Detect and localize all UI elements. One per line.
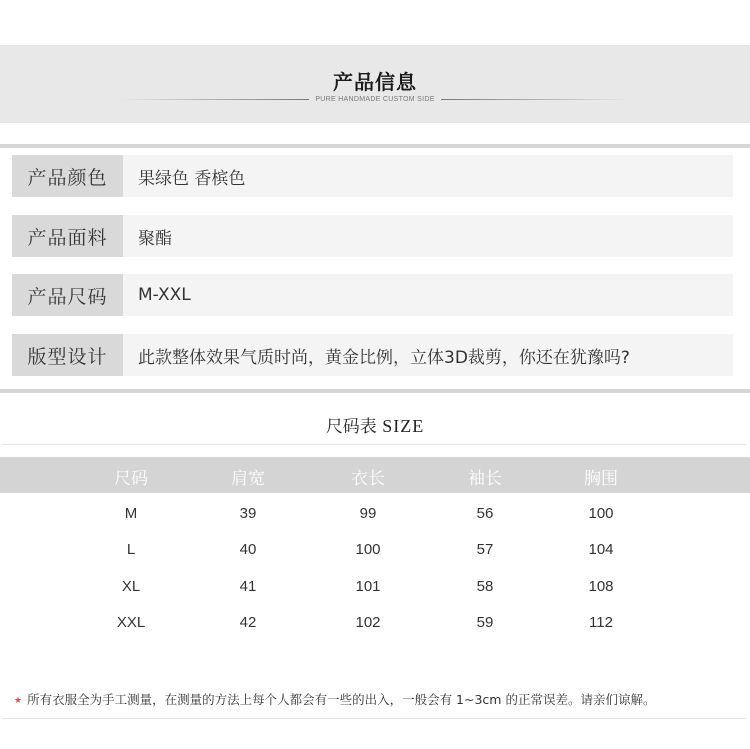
banner-title: 产品信息	[333, 70, 417, 94]
banner-subtitle-row	[120, 93, 630, 105]
info-label: 版型设计	[12, 334, 123, 376]
size-chart-title-en: SIZE	[382, 416, 425, 436]
table-row	[0, 505, 750, 535]
table-row	[0, 541, 750, 571]
section-banner	[0, 45, 750, 123]
info-label: 产品颜色	[12, 155, 123, 197]
star-icon: ★	[14, 696, 23, 706]
info-value: 果绿色 香槟色	[123, 155, 733, 197]
column-header-chest: 胸围	[584, 469, 618, 489]
info-label: 产品面料	[12, 215, 123, 257]
section-divider	[0, 389, 750, 393]
info-row-fabric	[12, 215, 733, 257]
cell-shoulder: 40	[239, 541, 257, 558]
cell-sleeve: 56	[476, 505, 494, 522]
divider-line	[2, 718, 746, 719]
table-row	[0, 578, 750, 608]
cell-chest: 108	[588, 578, 614, 595]
cell-sleeve: 57	[476, 541, 494, 558]
cell-size: M	[124, 505, 138, 522]
info-value: 聚酯	[123, 215, 733, 257]
decorative-line-left	[120, 99, 309, 100]
cell-chest: 100	[588, 505, 614, 522]
table-row	[0, 614, 750, 644]
info-label: 产品尺码	[12, 274, 123, 316]
section-divider	[0, 144, 750, 148]
note-text: 所有衣服全为手工测量，在测量的方法上每个人都会有一些的出入，一般会有 1~3cm 的正常误差。请亲们谅解。	[27, 692, 656, 707]
size-chart-title-cn: 尺码表	[325, 417, 377, 437]
cell-chest: 112	[589, 614, 613, 631]
size-table-header	[0, 457, 750, 493]
banner-subtitle: PURE HANDMADE CUSTOM SIDE	[315, 95, 435, 103]
decorative-line-right	[441, 99, 630, 100]
size-chart-title	[0, 412, 750, 437]
info-value: M-XXL	[123, 274, 733, 316]
info-value: 此款整体效果气质时尚，黄金比例，立体3D裁剪，你还在犹豫吗?	[123, 334, 733, 376]
column-header-size: 尺码	[114, 469, 148, 489]
cell-sleeve: 58	[476, 578, 494, 595]
info-row-color	[12, 155, 733, 197]
cell-size: L	[126, 541, 136, 558]
cell-length: 101	[355, 578, 381, 595]
cell-sleeve: 59	[476, 614, 494, 631]
column-header-length: 衣长	[351, 469, 385, 489]
cell-size: XXL	[116, 614, 146, 631]
cell-shoulder: 42	[239, 614, 257, 631]
cell-shoulder: 41	[239, 578, 257, 595]
cell-length: 99	[359, 505, 377, 522]
column-header-sleeve: 袖长	[468, 469, 502, 489]
cell-length: 100	[355, 541, 381, 558]
cell-length: 102	[355, 614, 381, 631]
cell-size: XL	[121, 578, 141, 595]
divider-line	[2, 444, 746, 445]
measurement-note	[14, 690, 655, 708]
info-row-size	[12, 274, 733, 316]
column-header-shoulder: 肩宽	[231, 469, 265, 489]
info-row-design	[12, 334, 733, 376]
cell-shoulder: 39	[239, 505, 257, 522]
cell-chest: 104	[588, 541, 614, 558]
